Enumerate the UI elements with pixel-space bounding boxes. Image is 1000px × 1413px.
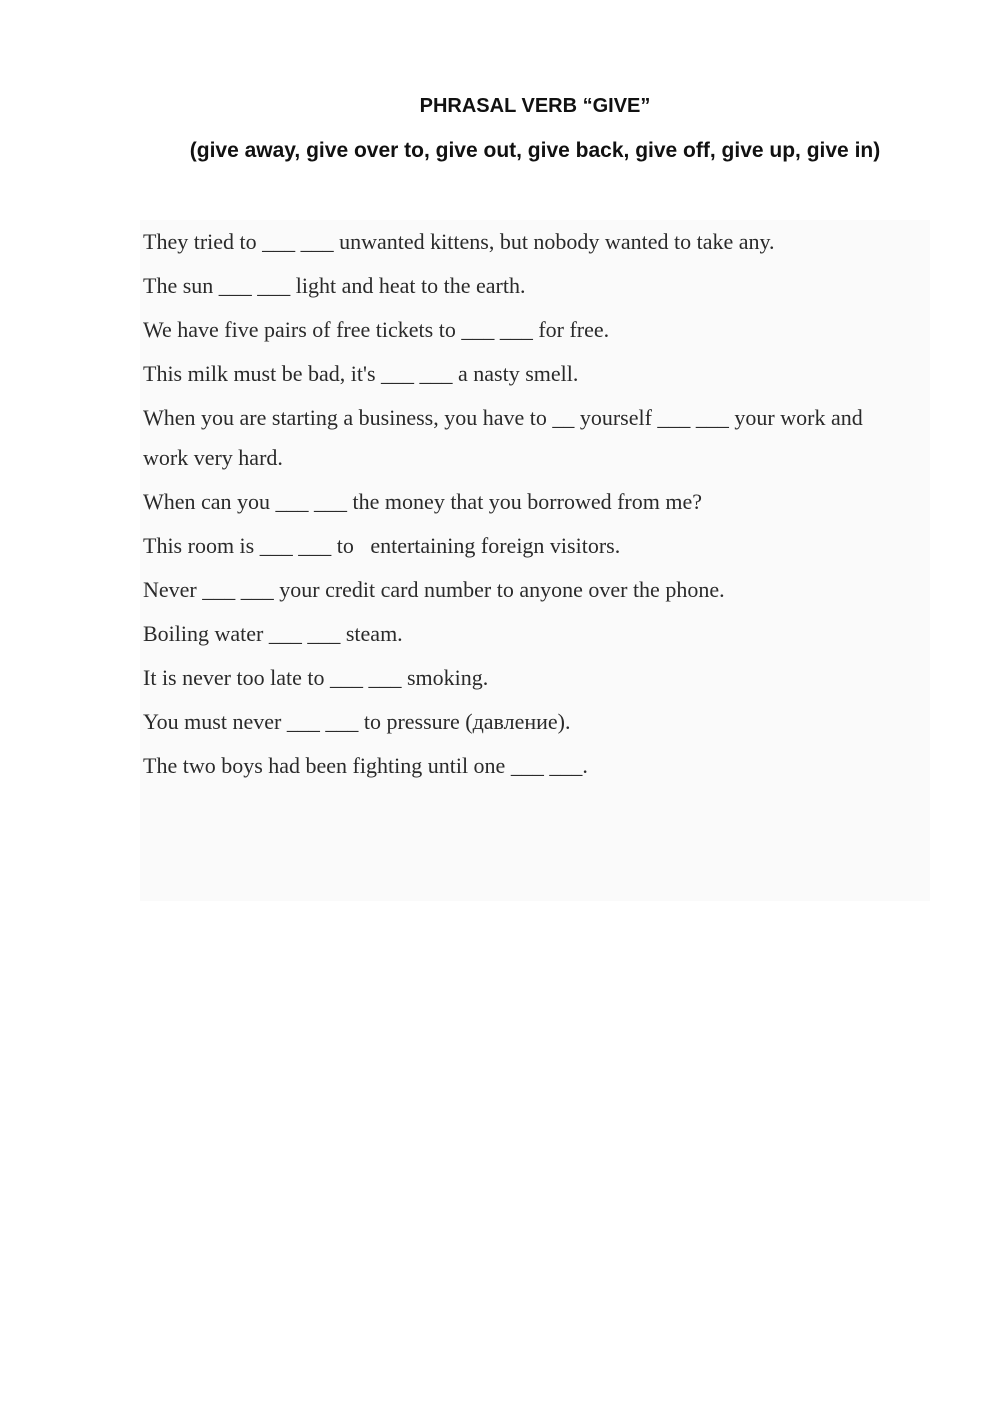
page-subtitle: (give away, give over to, give out, give back, give off, give up, give in) bbox=[189, 139, 881, 162]
page-title: PHRASAL VERB “GIVE” bbox=[419, 95, 651, 117]
sentence-9: Boiling water ___ ___ steam. bbox=[143, 621, 403, 646]
sentence-2: The sun ___ ___ light and heat to the earth. bbox=[143, 273, 526, 298]
sentence-6: When can you ___ ___ the money that you borrowed from me? bbox=[143, 489, 703, 514]
sentence-10: It is never too late to ___ ___ smoking. bbox=[143, 665, 489, 690]
sentence-4: This milk must be bad, it's ___ ___ a nasty smell. bbox=[143, 361, 579, 386]
sentence-1: They tried to ___ ___ unwanted kittens, but nobody wanted to take any. bbox=[143, 229, 775, 254]
sentence-12: The two boys had been fighting until one ___ ___. bbox=[143, 753, 588, 778]
sentence-7: This room is ___ ___ to entertaining foreign visitors. bbox=[143, 533, 621, 558]
sentence-11: You must never ___ ___ to pressure (давление). bbox=[143, 709, 571, 734]
sentence-3: We have five pairs of free tickets to ___ ___ for free. bbox=[143, 317, 610, 342]
sentence-5: When you are starting a business, you have to __ yourself ___ ___ your work and work very hard. bbox=[143, 405, 863, 470]
sentence-list bbox=[143, 222, 913, 790]
sentence-8: Never ___ ___ your credit card number to anyone over the phone. bbox=[143, 577, 725, 602]
